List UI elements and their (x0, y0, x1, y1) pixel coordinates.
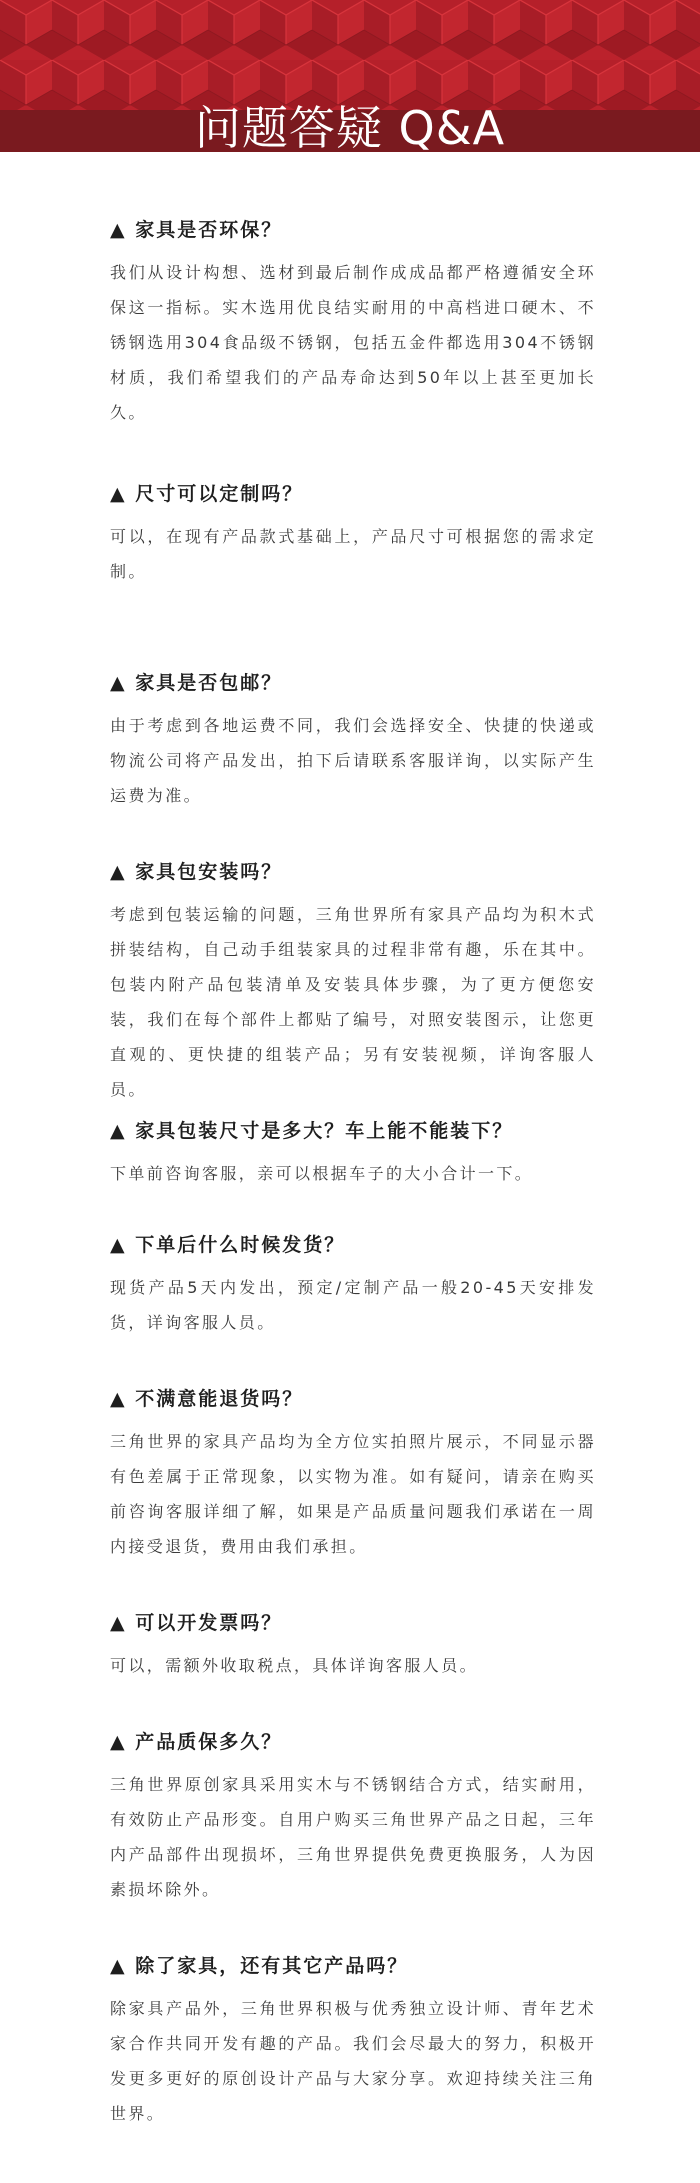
faq-item (110, 1941, 596, 2165)
faq-answer: 考虑到包装运输的问题，三角世界所有家具产品均为积木式拼装结构，自己动手组装家具的过程非常有趣，乐在其中。包装内附产品包装清单及安装具体步骤，为了更方便您安装，我们在每个部件上都贴了编号，对照安装图示，让您更直观的、更快捷的组装产品；另有安装视频，详询客服人员。 (110, 905, 596, 1099)
faq-answer: 由于考虑到各地运费不同，我们会选择安全、快捷的快递或物流公司将产品发出，拍下后请联系客服详询，以实际产生运费为准。 (110, 716, 596, 805)
faq-question: ▲ 下单后什么时候发货？ (110, 1234, 346, 1256)
faq-item (110, 469, 596, 658)
faq-question: ▲ 家具包装尺寸是多大？车上能不能装下？ (110, 1120, 514, 1142)
faq-question: ▲ 产品质保多久？ (110, 1731, 283, 1753)
faq-item (110, 847, 596, 1106)
faq-item (110, 658, 596, 847)
faq-question: ▲ 家具是否环保？ (110, 219, 283, 241)
faq-answer: 三角世界原创家具采用实木与不锈钢结合方式，结实耐用，有效防止产品形变。自用户购买三角世界产品之日起，三年内产品部件出现损坏，三角世界提供免费更换服务，人为因素损坏除外。 (110, 1775, 596, 1899)
header-banner (0, 0, 700, 152)
faq-question: ▲ 可以开发票吗？ (110, 1612, 283, 1634)
page-title: 问题答疑 Q&A (194, 101, 506, 152)
faq-answer: 三角世界的家具产品均为全方位实拍照片展示，不同显示器有色差属于正常现象，以实物为准。如有疑问，请亲在购买前咨询客服详细了解，如果是产品质量问题我们承诺在一周内接受退货，费用由我们承担。 (110, 1432, 596, 1556)
faq-answer: 我们从设计构想、选材到最后制作成成品都严格遵循安全环保这一指标。实木选用优良结实耐用的中高档进口硬木、不锈钢选用304食品级不锈钢，包括五金件都选用304不锈钢材质，我们希望我们的产品寿命达到50年以上甚至更加长久。 (110, 263, 596, 422)
geometric-pattern (0, 0, 700, 110)
faq-answer: 下单前咨询客服，亲可以根据车子的大小合计一下。 (110, 1164, 534, 1183)
faq-item (110, 1717, 596, 1941)
faq-item (110, 205, 596, 469)
faq-answer: 可以，需额外收取税点，具体详询客服人员。 (110, 1656, 479, 1675)
faq-question: ▲ 不满意能退货吗？ (110, 1388, 304, 1410)
faq-answer: 除家具产品外，三角世界积极与优秀独立设计师、青年艺术家合作共同开发有趣的产品。我们会尽最大的努力，积极开发更多更好的原创设计产品与大家分享。欢迎持续关注三角世界。 (110, 1999, 596, 2123)
faq-item (110, 1106, 596, 1220)
faq-answer: 现货产品5天内发出，预定/定制产品一般20-45天安排发货，详询客服人员。 (110, 1278, 596, 1332)
faq-item (110, 1220, 596, 1374)
faq-item (110, 1374, 596, 1598)
faq-question: ▲ 除了家具，还有其它产品吗？ (110, 1955, 409, 1977)
faq-question: ▲ 家具是否包邮？ (110, 672, 283, 694)
faq-question: ▲ 家具包安装吗？ (110, 861, 283, 883)
faq-item (110, 1598, 596, 1717)
faq-answer: 可以，在现有产品款式基础上，产品尺寸可根据您的需求定制。 (110, 527, 596, 581)
faq-list (110, 205, 596, 2165)
faq-question: ▲ 尺寸可以定制吗？ (110, 483, 304, 505)
